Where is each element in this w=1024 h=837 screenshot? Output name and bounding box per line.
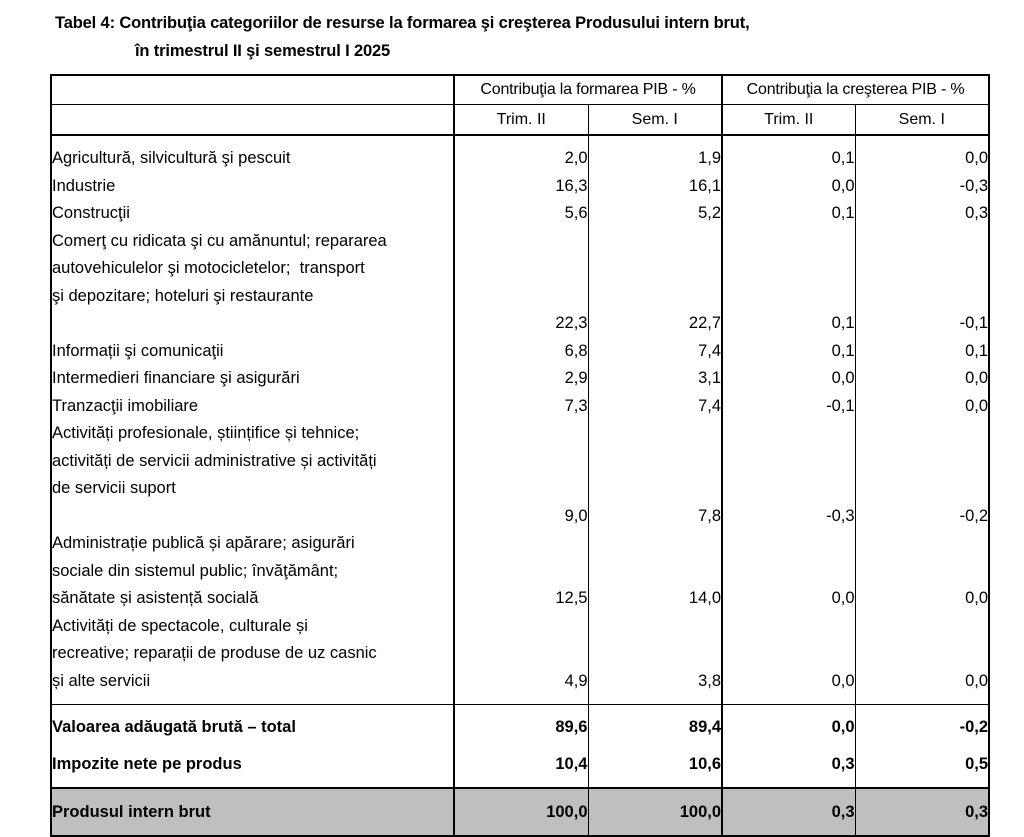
- row-value: [722, 613, 855, 705]
- gdp-contribution-table: [50, 74, 990, 837]
- title-line-1: Tabel 4: Contribuţia categoriilor de resurse la formarea şi creşterea Produsului intern brut,: [55, 14, 750, 32]
- row-value: [454, 530, 588, 613]
- row-value-line: 0,0: [831, 589, 855, 607]
- table-body: [51, 135, 989, 836]
- row-value-line: 0,0: [965, 671, 989, 690]
- header-sub-row: [51, 105, 989, 136]
- header-corner-cell: [51, 75, 454, 105]
- row-value-line: 22,3: [555, 314, 588, 332]
- row-value-line: -0,3: [959, 176, 989, 195]
- header-col-crestere-trim2: Trim. II: [722, 105, 855, 136]
- row-value-line: [723, 448, 855, 476]
- row-value-line: 0,1: [965, 341, 989, 360]
- row-value: [855, 338, 989, 366]
- row-value-line: [856, 558, 989, 586]
- row-value-line: 6,8: [564, 341, 588, 360]
- row-value-line: [455, 530, 588, 558]
- row-value-line: 0,1: [831, 204, 855, 222]
- row-value-line: 12,5: [555, 589, 588, 607]
- table-row: [51, 173, 989, 201]
- row-value-line: 5,6: [564, 204, 588, 222]
- row-value: [855, 742, 989, 789]
- row-value: [855, 173, 989, 201]
- row-value: [855, 393, 989, 421]
- row-label-line: Impozite nete pe produs: [52, 754, 242, 773]
- header-corner-cell-2: [51, 105, 454, 136]
- row-value-line: [455, 448, 588, 476]
- row-value-line: 0,0: [965, 369, 989, 387]
- row-value-line: [856, 530, 989, 558]
- table-row: [51, 530, 989, 613]
- row-value: [588, 613, 722, 705]
- row-value-line: [589, 255, 722, 283]
- header-col-formare-trim2: Trim. II: [454, 105, 588, 136]
- row-value: [722, 393, 855, 421]
- row-value: [454, 365, 588, 393]
- table-row: [51, 613, 989, 705]
- row-value-line: 89,4: [688, 718, 722, 736]
- row-value-line: 0,1: [831, 149, 855, 167]
- row-label: [51, 135, 454, 173]
- row-value-line: -0,1: [959, 314, 989, 332]
- row-value: [855, 420, 989, 530]
- row-value-line: 7,4: [698, 396, 722, 415]
- row-value-line: 10,4: [555, 754, 588, 773]
- row-value: [454, 338, 588, 366]
- row-value: [722, 365, 855, 393]
- row-label-line: [52, 310, 453, 338]
- row-value-line: 1,9: [698, 149, 722, 167]
- row-value-line: [856, 420, 989, 448]
- row-value: [454, 135, 588, 173]
- row-label: [51, 530, 454, 613]
- row-value-line: [723, 475, 855, 503]
- header-group-row: [51, 75, 989, 105]
- table-row: [51, 228, 989, 338]
- row-value-line: [589, 613, 722, 641]
- row-label-line: activități de servicii administrative și activități: [52, 451, 377, 470]
- row-label-line: Agricultură, silvicultură şi pescuit: [52, 149, 291, 167]
- row-value: [588, 135, 722, 173]
- row-value-line: [723, 530, 855, 558]
- row-label-line: Construcţii: [52, 204, 130, 222]
- row-value: [855, 365, 989, 393]
- row-value-line: [455, 640, 588, 668]
- row-value-line: 4,9: [564, 671, 588, 690]
- row-value: [855, 135, 989, 173]
- row-value-line: [723, 640, 855, 668]
- row-value: [722, 135, 855, 173]
- row-value-line: [455, 475, 588, 503]
- row-value: [454, 420, 588, 530]
- row-value-line: 16,1: [688, 176, 722, 195]
- row-value: [588, 530, 722, 613]
- row-value-line: 0,0: [831, 671, 855, 690]
- row-value-line: [455, 613, 588, 641]
- row-value-line: 0,1: [831, 341, 855, 360]
- row-value-line: 2,9: [564, 369, 588, 387]
- row-label-line: Tranzacţii imobiliare: [52, 396, 199, 415]
- row-value: [454, 393, 588, 421]
- row-label-line: Comerţ cu ridicata şi cu amănuntul; repararea: [52, 231, 387, 250]
- row-value-line: [856, 613, 989, 641]
- row-label-line: Intermedieri financiare şi asigurări: [52, 369, 300, 387]
- row-value-line: 7,3: [564, 396, 588, 415]
- row-label-line: de servicii suport: [52, 479, 176, 497]
- row-label: [51, 338, 454, 366]
- row-label-line: autovehiculelor şi motocicletelor; transport: [52, 259, 365, 277]
- row-label: [51, 393, 454, 421]
- row-value: [722, 338, 855, 366]
- row-value: [855, 705, 989, 742]
- header-col-crestere-sem1: Sem. I: [855, 105, 989, 136]
- row-value-line: 0,0: [965, 589, 989, 607]
- row-value-line: 22,7: [688, 314, 722, 332]
- row-label: [51, 705, 454, 742]
- grand-total-label: Produsul intern brut: [51, 788, 454, 836]
- row-value-line: -0,1: [826, 396, 855, 415]
- row-value: [722, 200, 855, 228]
- row-value: [454, 228, 588, 338]
- row-value-line: [455, 283, 588, 311]
- row-value: [722, 705, 855, 742]
- grand-total-value: 0,3: [855, 788, 989, 836]
- table-head: [51, 75, 989, 135]
- row-label: [51, 742, 454, 789]
- row-value-line: [455, 420, 588, 448]
- row-label: [51, 365, 454, 393]
- row-value: [454, 200, 588, 228]
- row-value: [588, 338, 722, 366]
- row-label-line: şi depozitare; hoteluri şi restaurante: [52, 286, 314, 305]
- row-value-line: [589, 448, 722, 476]
- row-value: [454, 705, 588, 742]
- row-label-line: și alte servicii: [52, 671, 151, 690]
- row-value-line: [589, 420, 722, 448]
- row-value-line: [723, 420, 855, 448]
- header-col-formare-sem1: Sem. I: [588, 105, 722, 136]
- row-value-line: [856, 228, 989, 256]
- row-value-line: 7,8: [698, 506, 722, 525]
- grand-total-value: 100,0: [454, 788, 588, 836]
- row-value-line: [455, 558, 588, 586]
- row-value-line: 7,4: [698, 341, 722, 360]
- row-value-line: [589, 475, 722, 503]
- table-row: [51, 135, 989, 173]
- row-label: [51, 173, 454, 201]
- table-row: [51, 365, 989, 393]
- row-value-line: [856, 283, 989, 311]
- row-value-line: [589, 558, 722, 586]
- row-value: [588, 393, 722, 421]
- row-value-line: [455, 255, 588, 283]
- row-value: [855, 613, 989, 705]
- table-row: [51, 742, 989, 789]
- row-value: [722, 420, 855, 530]
- row-value-line: 10,6: [688, 754, 722, 773]
- header-group-crestere: Contribuţia la creşterea PIB - %: [722, 75, 989, 105]
- row-value: [722, 173, 855, 201]
- row-value: [588, 365, 722, 393]
- row-value: [588, 200, 722, 228]
- row-value-line: 14,0: [688, 589, 722, 607]
- row-label-line: Industrie: [52, 176, 116, 195]
- row-value-line: 16,3: [555, 176, 588, 195]
- row-label: [51, 228, 454, 338]
- table-row: [51, 420, 989, 530]
- row-label-line: Activități de spectacole, culturale și: [52, 616, 308, 635]
- row-value-line: [856, 475, 989, 503]
- row-value-line: [723, 255, 855, 283]
- table-row: [51, 705, 989, 742]
- row-value-line: -0,2: [959, 718, 989, 736]
- row-value-line: [856, 448, 989, 476]
- row-value: [454, 613, 588, 705]
- row-value-line: 3,8: [698, 671, 722, 690]
- row-label-line: sănătate și asistență socială: [52, 589, 259, 607]
- row-value: [588, 742, 722, 789]
- row-value-line: 0,1: [831, 314, 855, 332]
- row-label-line: recreative; reparații de produse de uz casnic: [52, 644, 377, 662]
- row-label-line: Activități profesionale, științifice și tehnice;: [52, 424, 360, 442]
- row-value-line: [589, 530, 722, 558]
- row-value-line: 89,6: [555, 718, 588, 736]
- row-value: [855, 200, 989, 228]
- row-value: [454, 173, 588, 201]
- row-value: [722, 530, 855, 613]
- row-label: [51, 613, 454, 705]
- row-label-line: Informații şi comunicaţii: [52, 341, 224, 360]
- table-row: [51, 393, 989, 421]
- row-value-line: [723, 228, 855, 256]
- row-value: [722, 228, 855, 338]
- row-value-line: 0,0: [965, 396, 989, 415]
- row-value-line: 0,5: [965, 754, 989, 773]
- row-value-line: 0,3: [831, 754, 855, 773]
- row-value: [588, 420, 722, 530]
- grand-total-value: 100,0: [588, 788, 722, 836]
- row-value-line: 0,0: [831, 369, 855, 387]
- row-value: [722, 742, 855, 789]
- row-value-line: [723, 558, 855, 586]
- row-value: [855, 530, 989, 613]
- row-label-line: sociale din sistemul public; învăţământ;: [52, 561, 339, 580]
- row-value-line: [856, 255, 989, 283]
- row-value-line: 2,0: [564, 149, 588, 167]
- row-value: [855, 228, 989, 338]
- table-row: [51, 338, 989, 366]
- row-value-line: [723, 283, 855, 311]
- row-label-line: Administrație publică și apărare; asigurări: [52, 534, 355, 552]
- table-row: [51, 200, 989, 228]
- table-title: [0, 0, 1024, 65]
- row-label: [51, 200, 454, 228]
- row-value-line: [589, 283, 722, 311]
- row-label-line: Valoarea adăugată brută – total: [52, 718, 296, 736]
- row-value-line: [723, 613, 855, 641]
- title-line-2: în trimestrul II şi semestrul I 2025: [135, 42, 391, 60]
- row-value-line: [455, 228, 588, 256]
- row-value-line: 0,3: [965, 204, 989, 222]
- row-value: [454, 742, 588, 789]
- row-value-line: 5,2: [698, 204, 722, 222]
- row-value-line: -0,3: [826, 506, 855, 525]
- row-value-line: 0,0: [965, 149, 989, 167]
- row-value-line: 0,0: [831, 176, 855, 195]
- row-value-line: 0,0: [831, 718, 855, 736]
- row-value-line: 9,0: [564, 506, 588, 525]
- row-value: [588, 228, 722, 338]
- row-value-line: [856, 640, 989, 668]
- row-value-line: [589, 640, 722, 668]
- row-label-line: [52, 503, 453, 531]
- row-label: [51, 420, 454, 530]
- row-value: [588, 173, 722, 201]
- row-value-line: [589, 228, 722, 256]
- row-value-line: 3,1: [698, 369, 722, 387]
- table-container: [50, 74, 988, 837]
- grand-total-value: 0,3: [722, 788, 855, 836]
- row-value-line: -0,2: [959, 506, 989, 525]
- header-group-formare: Contribuţia la formarea PIB - %: [454, 75, 722, 105]
- row-value: [588, 705, 722, 742]
